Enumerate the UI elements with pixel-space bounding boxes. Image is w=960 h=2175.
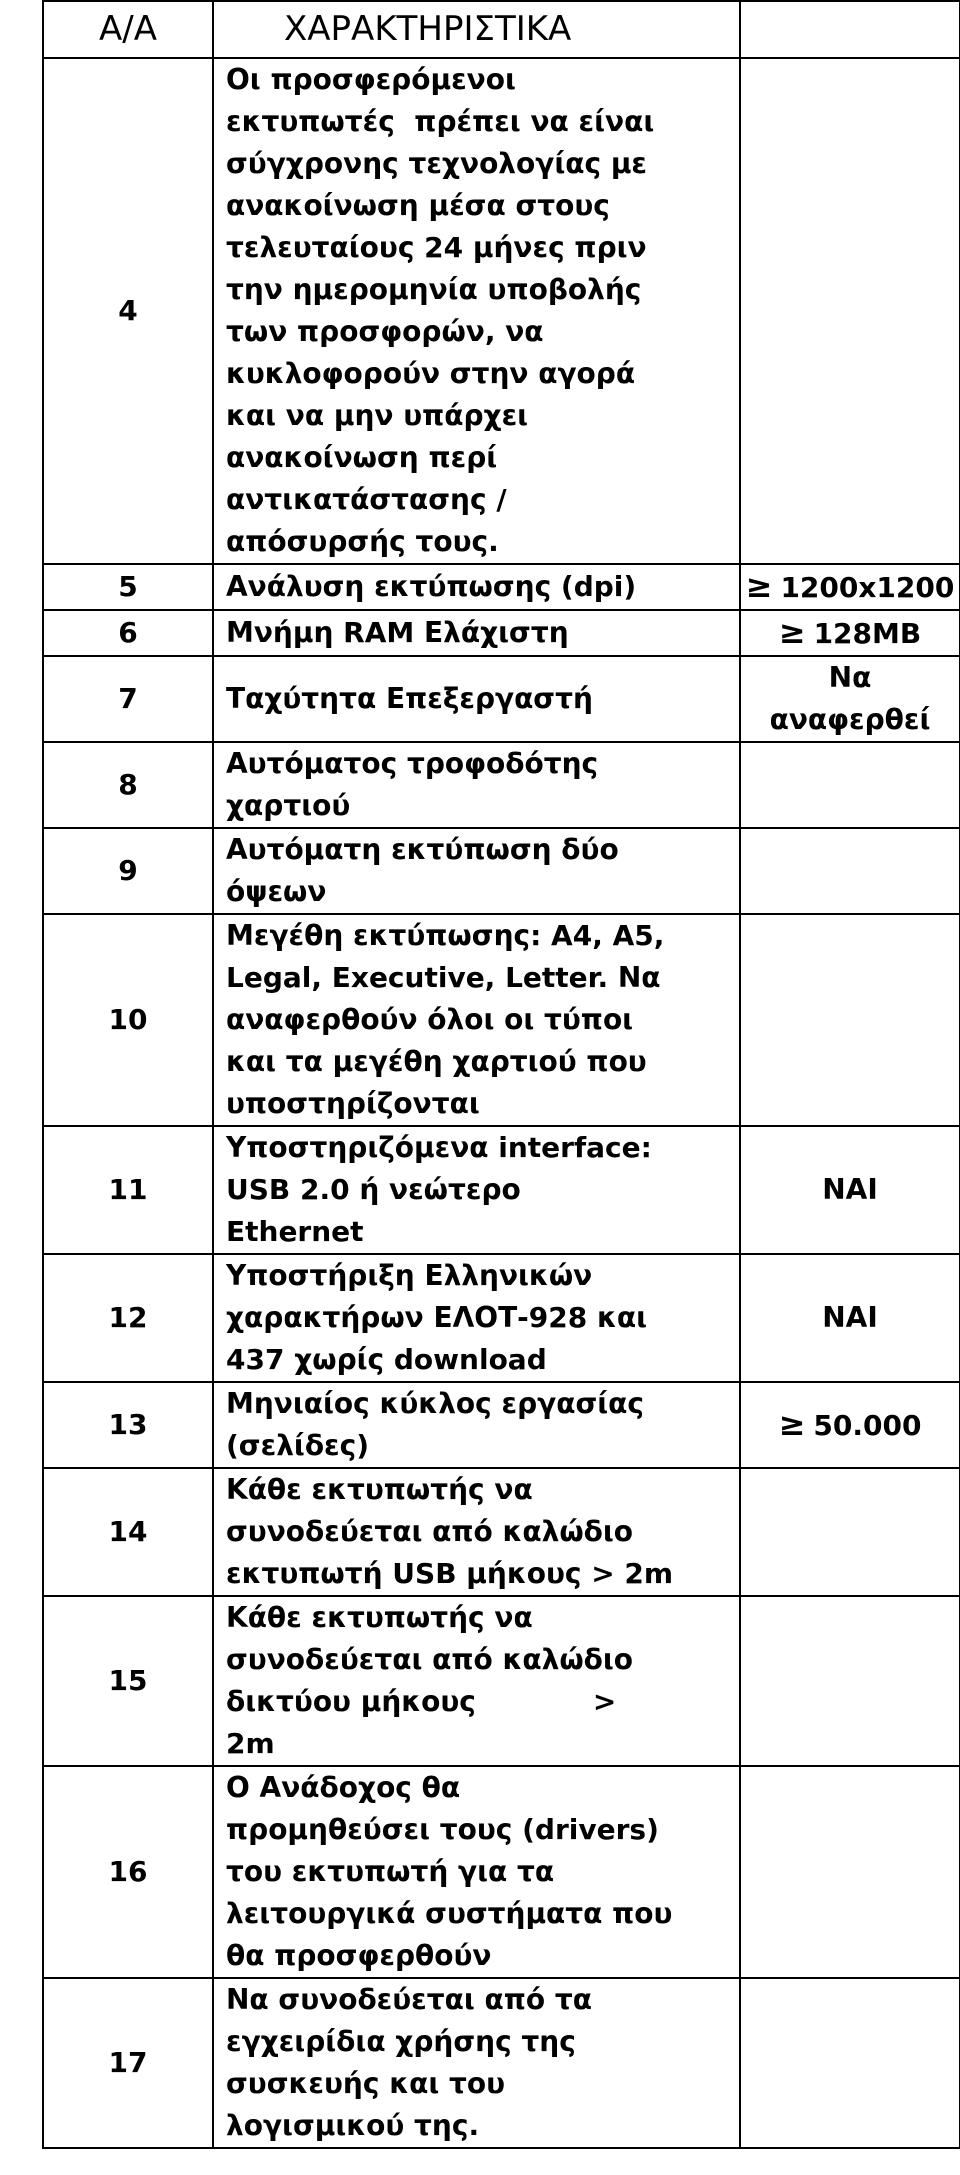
header-row [43, 1, 960, 58]
spec-row [43, 58, 960, 564]
value-text: 1200x1200 [780, 571, 955, 604]
row-description [213, 58, 740, 564]
spec-row [43, 914, 960, 1126]
description-line: σύγχρονης τεχνολογίας με [226, 147, 648, 180]
spec-table-container [42, 0, 960, 2149]
description-line: Legal, Executive, Letter. Να [226, 961, 661, 994]
description-line: Μνήμη RAM Ελάχιστη [226, 616, 569, 649]
value-text: 128MB [813, 617, 922, 650]
value-line [745, 611, 955, 655]
description-line: συσκευής και του [226, 2067, 505, 2100]
description-line: του εκτυπωτή για τα [226, 1855, 555, 1888]
spec-row [43, 828, 960, 914]
description-line: λογισμικού της. [226, 2109, 480, 2142]
description-line: 437 χωρίς download [226, 1343, 547, 1376]
row-number: 11 [43, 1126, 213, 1254]
greater-or-equal-symbol: ≥ [745, 567, 773, 605]
row-value [740, 1468, 960, 1596]
row-value [740, 1596, 960, 1766]
value-text: 50.000 [813, 1409, 922, 1442]
description-line: χαρακτήρων ΕΛΟΤ-928 και [226, 1301, 648, 1334]
greater-or-equal-symbol: ≥ [778, 1405, 806, 1443]
spec-row [43, 742, 960, 828]
description-line: θα προσφερθούν [226, 1939, 492, 1972]
description-line: συνοδεύεται από καλώδιο [226, 1643, 634, 1676]
row-description [213, 914, 740, 1126]
description-line: ανακοίνωση μέσα στους [226, 189, 610, 222]
description-line: χαρτιού [226, 789, 351, 822]
row-value [740, 742, 960, 828]
description-line: συνοδεύεται από καλώδιο [226, 1515, 634, 1548]
description-line: και να μην υπάρχει [226, 399, 529, 432]
row-description [213, 564, 740, 610]
row-value [740, 656, 960, 742]
description-line: αναφερθούν όλοι οι τύποι [226, 1003, 634, 1036]
header-index: Α/Α [43, 1, 213, 58]
row-number: 12 [43, 1254, 213, 1382]
description-line: των προσφορών, να [226, 315, 544, 348]
row-description [213, 610, 740, 656]
row-value [740, 1382, 960, 1468]
description-line: Αυτόματος τροφοδότης [226, 747, 599, 780]
description-line: 2m [226, 1727, 275, 1760]
value-line [745, 1403, 955, 1447]
row-description [213, 1596, 740, 1766]
spec-row [43, 1382, 960, 1468]
description-line: την ημερομηνία υποβολής [226, 273, 642, 306]
value-line [745, 699, 955, 741]
row-description [213, 656, 740, 742]
row-number: 4 [43, 58, 213, 564]
row-number: 13 [43, 1382, 213, 1468]
value-text: αναφερθεί [769, 703, 931, 736]
description-line: USB 2.0 ή νεώτερο [226, 1173, 521, 1206]
value-line [745, 1169, 955, 1211]
description-line: Κάθε εκτυπωτής να [226, 1473, 533, 1506]
row-number: 16 [43, 1766, 213, 1978]
spec-table [42, 0, 960, 2149]
description-line: Ο Ανάδοχος θα [226, 1771, 461, 1804]
row-value [740, 1978, 960, 2148]
row-number: 9 [43, 828, 213, 914]
greater-or-equal-symbol: ≥ [778, 613, 806, 651]
value-text: Να [828, 661, 872, 694]
description-line: όψεων [226, 875, 327, 908]
row-description [213, 1766, 740, 1978]
row-value [740, 828, 960, 914]
description-line: υποστηρίζονται [226, 1087, 480, 1120]
row-value [740, 914, 960, 1126]
description-line: αντικατάστασης / [226, 483, 507, 516]
description-line: Αυτόματη εκτύπωση δύο [226, 833, 619, 866]
description-line: απόσυρσής τους. [226, 525, 499, 558]
spec-row [43, 656, 960, 742]
row-number: 8 [43, 742, 213, 828]
description-line: εγχειρίδια χρήσης της [226, 2025, 576, 2058]
row-description [213, 1126, 740, 1254]
description-line: Ethernet [226, 1215, 364, 1248]
row-description [213, 828, 740, 914]
row-value [740, 1126, 960, 1254]
row-description [213, 742, 740, 828]
value-line [745, 657, 955, 699]
row-description [213, 1978, 740, 2148]
description-line: Κάθε εκτυπωτής να [226, 1601, 533, 1634]
spec-row [43, 1126, 960, 1254]
row-value [740, 58, 960, 564]
spec-row [43, 1468, 960, 1596]
value-text: ΝΑΙ [822, 1173, 878, 1206]
description-line: εκτυπωτή USB μήκους > 2m [226, 1557, 674, 1590]
row-number: 14 [43, 1468, 213, 1596]
row-description [213, 1468, 740, 1596]
description-line: κυκλοφορούν στην αγορά [226, 357, 636, 390]
row-value [740, 1254, 960, 1382]
spec-row [43, 1596, 960, 1766]
description-line: λειτουργικά συστήματα που [226, 1897, 673, 1930]
row-number: 7 [43, 656, 213, 742]
description-line: Μηνιαίος κύκλος εργασίας [226, 1387, 644, 1420]
row-value [740, 564, 960, 610]
description-line: εκτυπωτές πρέπει να είναι [226, 105, 655, 138]
header-value-empty [740, 1, 960, 58]
row-description [213, 1382, 740, 1468]
description-line: προμηθεύσει τους (drivers) [226, 1813, 659, 1846]
value-text: ΝΑΙ [822, 1301, 878, 1334]
spec-row [43, 610, 960, 656]
description-line: ανακοίνωση περί [226, 441, 498, 474]
description-line: δικτύου μήκους > [226, 1685, 617, 1718]
row-number: 17 [43, 1978, 213, 2148]
description-line: Οι προσφερόμενοι [226, 63, 516, 96]
description-line: Ταχύτητα Επεξεργαστή [226, 682, 593, 715]
row-value [740, 1766, 960, 1978]
description-line: Υποστηριζόμενα interface: [226, 1131, 652, 1164]
description-line: Να συνοδεύεται από τα [226, 1983, 592, 2016]
row-description [213, 1254, 740, 1382]
row-value [740, 610, 960, 656]
row-number: 5 [43, 564, 213, 610]
row-number: 15 [43, 1596, 213, 1766]
spec-row [43, 1254, 960, 1382]
description-line: τελευταίους 24 μήνες πριν [226, 231, 647, 264]
header-characteristics: ΧΑΡΑΚΤΗΡΙΣΤΙΚΑ [213, 1, 740, 58]
spec-row [43, 1978, 960, 2148]
description-line: Ανάλυση εκτύπωσης (dpi) [226, 570, 637, 603]
description-line: Μεγέθη εκτύπωσης: A4, A5, [226, 919, 665, 952]
spec-row [43, 1766, 960, 1978]
row-number: 10 [43, 914, 213, 1126]
value-line [745, 565, 955, 609]
description-line: και τα μεγέθη χαρτιού που [226, 1045, 647, 1078]
spec-row [43, 564, 960, 610]
description-line: (σελίδες) [226, 1429, 370, 1462]
description-line: Υποστήριξη Ελληνικών [226, 1259, 593, 1292]
row-number: 6 [43, 610, 213, 656]
value-line [745, 1297, 955, 1339]
